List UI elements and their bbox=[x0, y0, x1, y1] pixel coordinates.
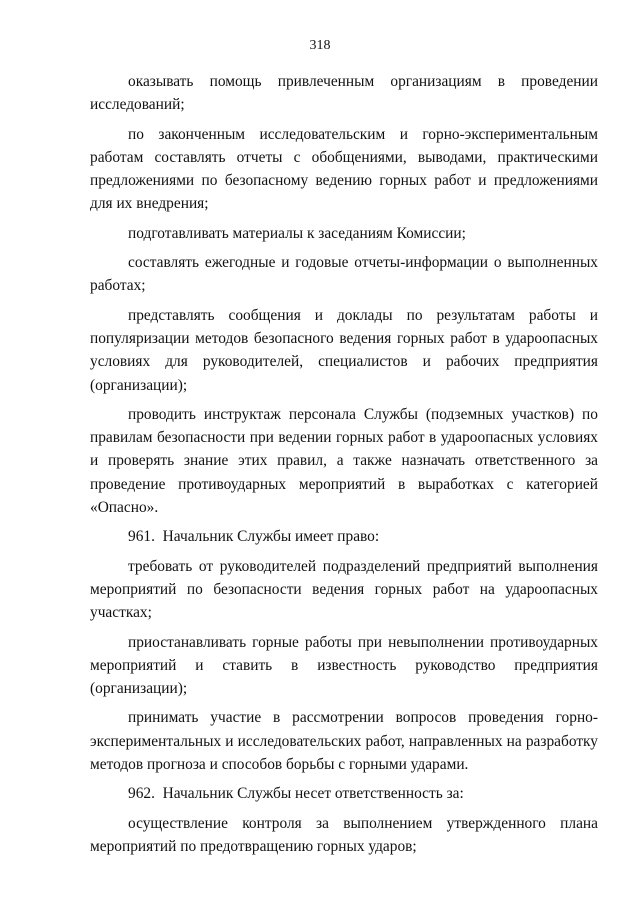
paragraph: принимать участие в рассмотрении вопросов проведения горно-экспериментальных и исследовательских работ, направленных на разработку методов прогноза и способов борьбы с горными ударами. bbox=[90, 709, 598, 774]
paragraph: составлять ежегодные и годовые отчеты-информации о выполненных работах; bbox=[90, 254, 598, 295]
paragraph: оказывать помощь привлеченным организациям в проведении исследований; bbox=[90, 73, 598, 114]
page-number: 318 bbox=[309, 38, 331, 53]
numbered-clause-961: 961. Начальник Службы имеет право: bbox=[128, 528, 380, 546]
paragraph: требовать от руководителей подразделений предприятий выполнения мероприятий по безопасности ведения горных работ на удароопасных участках; bbox=[90, 557, 598, 622]
paragraph: приостанавливать горные работы при невыполнении противоударных мероприятий и ставить в известность руководство предприятия (организации); bbox=[90, 633, 598, 698]
document-body bbox=[90, 70, 598, 864]
paragraph: по законченным исследовательским и горно-экспериментальным работам составлять отчеты с обобщениями, выводами, практическими предложениями по безопасному ведению горных работ и предложениями для их внедрения; bbox=[90, 125, 598, 213]
paragraph: проводить инструктаж персонала Службы (подземных участков) по правилам безопасности при ведении горных работ в удароопасных условиях и проверять знание этих правил, а также назначать ответственного за проведение противоударных мероприятий в выработках с категорией «Опасно». bbox=[90, 405, 598, 517]
paragraph: осуществление контроля за выполнением утвержденного плана мероприятий по предотвращению горных ударов; bbox=[90, 814, 598, 855]
paragraph: представлять сообщения и доклады по результатам работы и популяризации методов безопасного ведения горных работ в удароопасных условиях для руководителей, специалистов и рабочих предприятия (организации); bbox=[90, 306, 598, 394]
paragraph: подготавливать материалы к заседаниям Комиссии; bbox=[128, 224, 466, 242]
numbered-clause-962: 962. Начальник Службы несет ответственность за: bbox=[128, 785, 464, 803]
